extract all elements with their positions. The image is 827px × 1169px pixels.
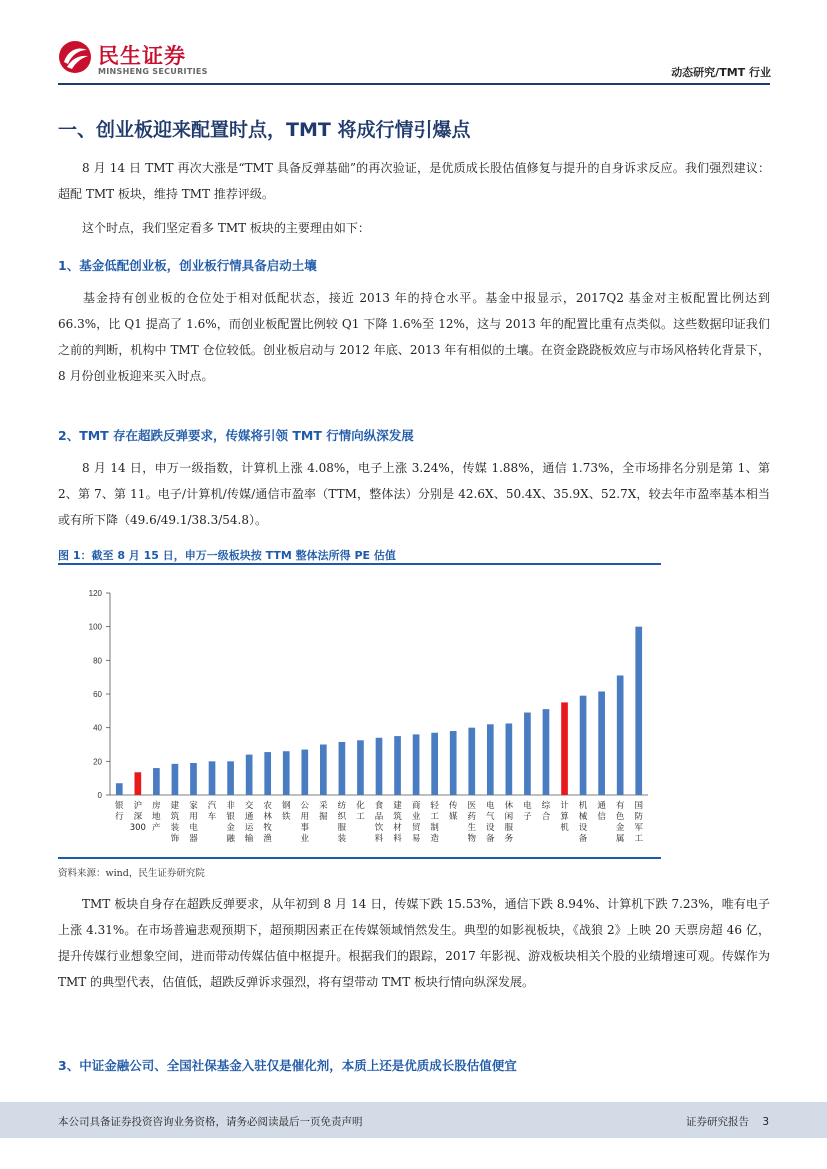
x-tick-label: 计算机	[560, 801, 569, 833]
x-tick-label: 食品饮料	[374, 801, 384, 844]
x-tick-label: 电子	[523, 801, 532, 822]
x-tick-label: 纺织服装	[337, 801, 347, 844]
section-title: 一、创业板迎来配置时点，TMT 将成行情引爆点	[58, 119, 471, 141]
bar-采掘	[320, 745, 327, 796]
footer-disclaimer: 本公司具备证券投资咨询业务资格，请务必阅读最后一页免责声明	[58, 1116, 363, 1128]
figure-title: 图 1：截至 8 月 15 日，申万一级板块按 TTM 整体法所得 PE 估值	[58, 549, 396, 562]
y-tick-label: 60	[93, 690, 102, 699]
bar-食品饮料	[376, 738, 383, 795]
paragraph-reasons: 这个时点，我们坚定看多 TMT 板块的主要理由如下：	[82, 221, 370, 235]
x-tick-label: 银行	[115, 801, 124, 822]
x-tick-label: 国防军工	[634, 801, 643, 844]
y-tick-label: 20	[93, 757, 102, 767]
bar-房地产	[153, 768, 160, 795]
y-tick-label: 120	[88, 589, 102, 598]
bar-交通运输	[246, 755, 253, 795]
subsection-title-3: 3、中证金融公司、全国社保基金入驻仅是催化剂，本质上还是优质成长股估值便宜	[58, 1058, 517, 1073]
x-tick-label: 综合	[541, 801, 551, 822]
x-tick-label: 采掘	[319, 801, 328, 822]
x-tick-label: 非银金融	[226, 801, 235, 844]
bar-综合	[543, 709, 550, 795]
paragraph-fund-allocation: 基金持有创业板的仓位处于相对低配状态，接近 2013 年的持仓水平。基金中报显示，2017Q2 基金对主板配置比例达到 66.3%，比 Q1 提高了 1.6%，而创业板配置比例较 Q1 下降 1.6%至 12%，这与 2013 年的配置比重有点类似。这些数据印证我们之前的判断，机构中 TMT 仓位较低。创业板启动与 2012 年底、2013 年有相似的土壤。在资金跷跷板效应与市场风格转化背景下，8 月份创业板迎来买入时点。	[58, 291, 770, 383]
minsheng-logo-icon	[58, 40, 92, 74]
bar-沪深300	[134, 772, 141, 795]
report-category: 动态研究/TMT 行业	[671, 66, 771, 79]
x-tick-label: 医药生物	[467, 801, 477, 844]
bar-化工	[357, 740, 364, 795]
bar-家用电器	[190, 763, 197, 795]
logo-text: 民生证券	[98, 44, 186, 68]
x-tick-label: 有色金属	[615, 801, 625, 844]
page-footer	[0, 1102, 827, 1138]
bar-建筑材料	[394, 736, 401, 795]
pe-bar-chart	[58, 573, 661, 853]
x-tick-label: 建筑材料	[393, 801, 402, 844]
x-tick-label: 通信	[597, 801, 606, 822]
footer-info	[676, 1114, 769, 1129]
bar-计算机	[561, 702, 568, 795]
paragraph-intro: 8 月 14 日 TMT 再次大涨是“TMT 具备反弹基础”的再次验证，是优质成长股估值修复与提升的自身诉求反应。我们强烈建议：超配 TMT 板块，维持 TMT 推荐评级。	[58, 161, 770, 201]
footer-report-type: 证券研究报告	[685, 1116, 749, 1128]
figure-top-rule	[58, 563, 661, 565]
x-tick-label: 电气设备	[486, 801, 495, 844]
x-tick-label: 公用事业	[300, 801, 310, 844]
bar-轻工制造	[431, 733, 438, 795]
figure-bottom-rule	[58, 857, 661, 859]
x-tick-label: 沪深 300	[129, 801, 146, 833]
bar-电气设备	[487, 724, 494, 795]
x-tick-label: 商业贸易	[411, 801, 421, 844]
subsection-title-2: 2、TMT 存在超跌反弹要求，传媒将引领 TMT 行情向纵深发展	[58, 428, 414, 443]
bar-钢铁	[283, 751, 290, 795]
paragraph-media: TMT 板块自身存在超跌反弹要求，从年初到 8 月 14 日，传媒下跌 15.53%，通信下跌 8.94%、计算机下跌 7.23%，唯有电子上涨 4.31%。在市场普遍悲观预期下，超预期因素正在传媒领域悄然发生。典型的如影视板块，《战狼 2》上映 20 天票房超 46 亿，提升传媒行业想象空间，进而带动传媒估值中枢提升。根据我们的跟踪，2017 年影视、游戏板块相关个股的业绩增速可观。传媒作为 TMT 的典型代表，估值低，超跌反弹诉求强烈，将有望带动 TMT 板块行情向纵深发展。	[58, 897, 770, 989]
bar-银行	[116, 783, 123, 795]
header-divider	[58, 83, 770, 85]
x-tick-label: 化工	[356, 801, 365, 822]
subsection-title-1: 1、基金低配创业板，创业板行情具备启动土壤	[58, 258, 317, 273]
bar-非银金融	[227, 761, 234, 795]
bar-传媒	[450, 731, 457, 795]
x-tick-label: 汽车	[207, 801, 217, 822]
x-tick-label: 机械设备	[578, 801, 588, 844]
x-tick-label: 休闲服务	[504, 801, 514, 844]
bar-通信	[598, 691, 605, 795]
bar-医药生物	[468, 728, 475, 795]
x-tick-label: 房地产	[152, 801, 161, 833]
bar-汽车	[209, 761, 216, 795]
paragraph-tmt-rebound: 8 月 14 日，申万一级指数，计算机上涨 4.08%，电子上涨 3.24%，传媒 1.88%，通信 1.73%，全市场排名分别是第 1、第 2、第 7、第 11。电子/计算机/传媒/通信市盈率（TTM，整体法）分别是 42.6X、50.4X、35.9X、52.7X，较去年市盈率基本相当或有所下降（49.6/49.1/38.3/54.8）。	[58, 461, 770, 527]
y-tick-label: 40	[93, 723, 102, 733]
bar-休闲服务	[506, 723, 513, 795]
bar-商业贸易	[413, 734, 420, 795]
x-tick-label: 农林牧渔	[263, 801, 272, 844]
page-number: 3	[762, 1116, 769, 1128]
x-tick-label: 建筑装饰	[170, 801, 180, 844]
y-tick-label: 100	[88, 622, 102, 632]
x-tick-label: 传媒	[448, 801, 458, 822]
bar-电子	[524, 713, 531, 795]
x-tick-label: 家用电器	[189, 801, 198, 844]
bar-纺织服装	[339, 742, 346, 795]
x-tick-label: 交通运输	[244, 801, 254, 844]
bar-农林牧渔	[264, 752, 271, 795]
y-tick-label: 0	[97, 791, 102, 800]
page-header	[0, 0, 827, 90]
bar-机械设备	[580, 696, 587, 795]
bar-有色金属	[617, 675, 624, 795]
bar-建筑装饰	[172, 764, 179, 795]
bar-国防军工	[635, 627, 642, 795]
logo-english-text: MINSHENG SECURITIES	[98, 67, 208, 76]
figure-source: 资料来源：wind，民生证券研究院	[58, 868, 205, 879]
x-tick-label: 钢铁	[281, 801, 291, 822]
y-tick-label: 80	[93, 656, 102, 666]
bar-公用事业	[301, 750, 308, 795]
x-tick-label: 轻工制造	[430, 801, 439, 844]
